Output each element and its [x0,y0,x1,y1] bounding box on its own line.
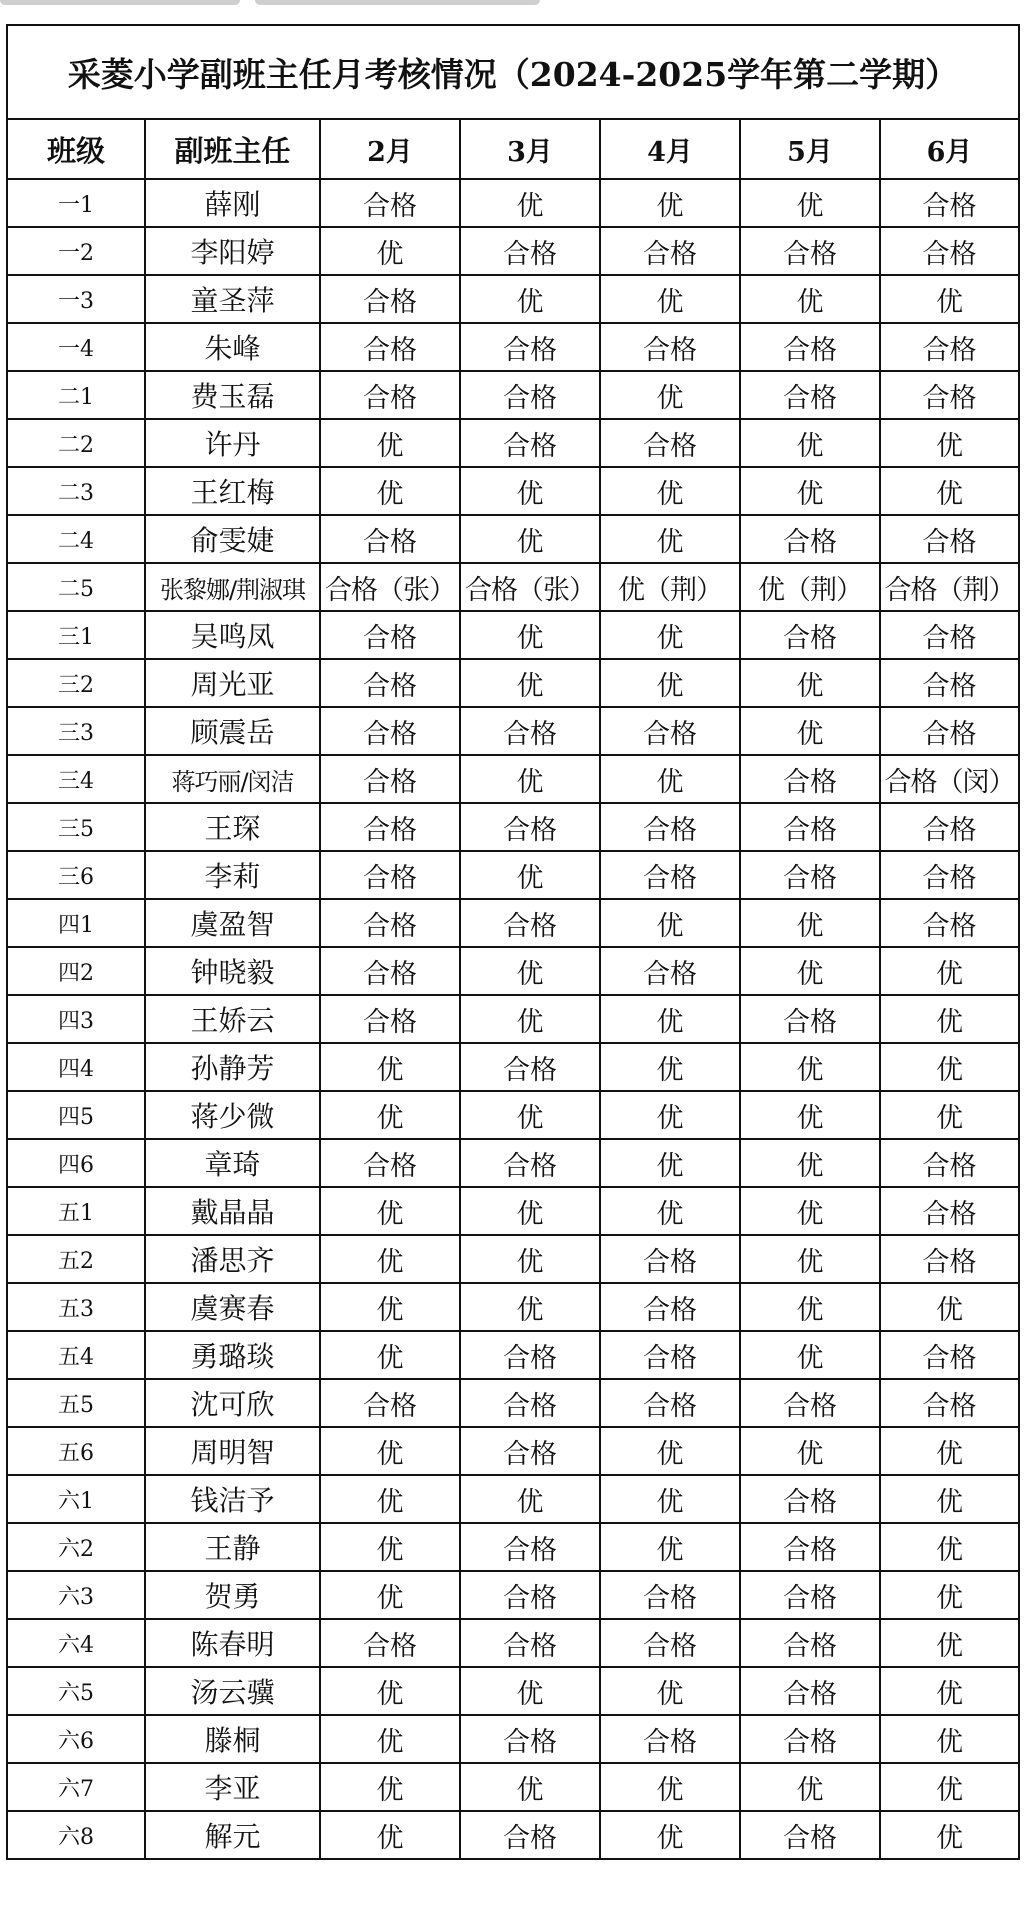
table-row [7,1811,1019,1859]
teacher-cell: 费玉磊 [145,371,320,419]
grade-cell: 合格 [880,707,1019,755]
class-cell: 四3 [7,995,145,1043]
table-row [7,419,1019,467]
grade-cell: 优 [880,1763,1019,1811]
grade-cell: 优 [460,1283,600,1331]
class-cell: 六3 [7,1571,145,1619]
grade-cell: 合格 [460,1571,600,1619]
teacher-cell: 王娇云 [145,995,320,1043]
grade-cell: 优 [320,1667,460,1715]
grade-cell: 优 [740,1763,880,1811]
grade-cell: 合格 [740,1379,880,1427]
header-may: 5月 [740,119,880,179]
grade-cell: 优 [740,1091,880,1139]
grade-cell: 优 [320,1523,460,1571]
class-cell: 二2 [7,419,145,467]
grade-cell: 优 [460,947,600,995]
grade-cell: 优 [880,947,1019,995]
table-row [7,1331,1019,1379]
teacher-cell: 钱洁予 [145,1475,320,1523]
grade-cell: 优 [740,707,880,755]
class-cell: 一3 [7,275,145,323]
table-row [7,1475,1019,1523]
grade-cell: 优 [460,755,600,803]
grade-cell: 合格 [880,851,1019,899]
top-tab-shadow [255,0,540,5]
grade-cell: 优 [460,611,600,659]
grade-cell: 优 [880,275,1019,323]
grade-cell: 合格 [460,1811,600,1859]
table-row [7,707,1019,755]
grade-cell: 合格 [880,179,1019,227]
table-row [7,803,1019,851]
grade-cell: 合格 [320,323,460,371]
grade-cell: 合格 [320,1619,460,1667]
teacher-cell: 许丹 [145,419,320,467]
grade-cell: 优 [600,1811,740,1859]
teacher-cell: 勇璐琰 [145,1331,320,1379]
grade-cell: 优 [460,179,600,227]
table-row [7,611,1019,659]
grade-cell: 合格 [320,851,460,899]
grade-cell: 合格 [740,1715,880,1763]
table-row [7,899,1019,947]
grade-cell: 合格 [600,419,740,467]
grade-cell: 合格 [320,179,460,227]
table-row [7,1235,1019,1283]
grade-cell: 合格 [320,947,460,995]
grade-cell: 优 [600,1043,740,1091]
grade-cell: 合格 [740,515,880,563]
header-class: 班级 [7,119,145,179]
teacher-cell: 蒋巧丽/闵洁 [145,755,320,803]
grade-cell: 优 [460,995,600,1043]
grade-cell: 优 [320,1091,460,1139]
grade-cell: 优 [880,1427,1019,1475]
header-row [7,119,1019,179]
top-strip [0,0,1024,6]
grade-cell: 优 [320,1811,460,1859]
grade-cell: 优 [460,1187,600,1235]
class-cell: 六6 [7,1715,145,1763]
class-cell: 六4 [7,1619,145,1667]
grade-cell: 合格 [740,323,880,371]
class-cell: 六5 [7,1667,145,1715]
table-row [7,755,1019,803]
table-row [7,1619,1019,1667]
grade-cell: 优 [600,1475,740,1523]
grade-cell: 优 [880,1283,1019,1331]
grade-cell: 合格 [600,1715,740,1763]
grade-cell: 合格 [740,851,880,899]
grade-cell: 优 [880,1811,1019,1859]
class-cell: 四4 [7,1043,145,1091]
grade-cell: 合格 [600,707,740,755]
teacher-cell: 吴鸣凤 [145,611,320,659]
grade-cell: 合格 [740,755,880,803]
table-row [7,851,1019,899]
grade-cell: 优 [600,1763,740,1811]
grade-cell: 优 [320,467,460,515]
teacher-cell: 李亚 [145,1763,320,1811]
grade-cell: 优 [320,1283,460,1331]
class-cell: 四2 [7,947,145,995]
class-cell: 四1 [7,899,145,947]
grade-cell: 合格 [880,1235,1019,1283]
teacher-cell: 章琦 [145,1139,320,1187]
teacher-cell: 王红梅 [145,467,320,515]
grade-cell: 优（荆） [740,563,880,611]
grade-cell: 合格 [320,371,460,419]
grade-cell: 合格 [320,275,460,323]
teacher-cell: 张黎娜/荆淑琪 [145,563,320,611]
table-row [7,563,1019,611]
grade-cell: 优 [600,371,740,419]
teacher-cell: 潘思齐 [145,1235,320,1283]
teacher-cell: 汤云骥 [145,1667,320,1715]
grade-cell: 优 [600,1667,740,1715]
grade-cell: 优 [600,1091,740,1139]
teacher-cell: 钟晓毅 [145,947,320,995]
table-row [7,275,1019,323]
grade-cell: 合格 [600,227,740,275]
grade-cell: 优 [600,899,740,947]
grade-cell: 优 [880,419,1019,467]
table-title: 采菱小学副班主任月考核情况（2024-2025学年第二学期） [7,25,1019,119]
grade-cell: 优 [740,1283,880,1331]
table-row [7,1043,1019,1091]
grade-cell: 优 [320,1475,460,1523]
grade-cell: 优 [600,467,740,515]
table-row [7,1379,1019,1427]
class-cell: 一2 [7,227,145,275]
grade-cell: 合格（荆） [880,563,1019,611]
class-cell: 三5 [7,803,145,851]
grade-cell: 优 [880,1043,1019,1091]
grade-cell: 合格 [880,899,1019,947]
grade-cell: 合格 [320,755,460,803]
class-cell: 三1 [7,611,145,659]
grade-cell: 优 [880,1523,1019,1571]
grade-cell: 合格 [880,611,1019,659]
teacher-cell: 李莉 [145,851,320,899]
grade-cell: 合格（张） [460,563,600,611]
grade-cell: 优 [600,1139,740,1187]
teacher-cell: 孙静芳 [145,1043,320,1091]
grade-cell: 优 [320,419,460,467]
class-cell: 四5 [7,1091,145,1139]
class-cell: 六2 [7,1523,145,1571]
teacher-cell: 虞赛春 [145,1283,320,1331]
grade-cell: 优 [320,1571,460,1619]
grade-cell: 优 [320,1763,460,1811]
grade-cell: 优 [320,1043,460,1091]
class-cell: 五3 [7,1283,145,1331]
grade-cell: 优 [600,1427,740,1475]
grade-cell: 优 [600,179,740,227]
grade-cell: 合格 [460,899,600,947]
grade-cell: 优 [320,1427,460,1475]
grade-cell: 合格 [740,803,880,851]
grade-cell: 合格 [460,803,600,851]
grade-cell: 合格 [460,1715,600,1763]
grade-cell: 合格 [600,323,740,371]
grade-cell: 合格 [460,371,600,419]
grade-cell: 合格 [460,707,600,755]
class-cell: 三2 [7,659,145,707]
grade-cell: 合格 [600,1571,740,1619]
teacher-cell: 李阳婷 [145,227,320,275]
grade-cell: 合格 [320,803,460,851]
header-apr: 4月 [600,119,740,179]
grade-cell: 优 [880,1571,1019,1619]
teacher-cell: 王静 [145,1523,320,1571]
teacher-cell: 王琛 [145,803,320,851]
teacher-cell: 周明智 [145,1427,320,1475]
teacher-cell: 陈春明 [145,1619,320,1667]
class-cell: 二4 [7,515,145,563]
class-cell: 五5 [7,1379,145,1427]
grade-cell: 优 [740,1187,880,1235]
grade-cell: 优 [600,515,740,563]
grade-cell: 优 [740,1235,880,1283]
grade-cell: 合格 [320,707,460,755]
grade-cell: 优 [600,275,740,323]
grade-cell: 合格 [460,1427,600,1475]
grade-cell: 合格 [600,947,740,995]
grade-cell: 优 [740,1043,880,1091]
table-row [7,1091,1019,1139]
grade-cell: 合格 [460,1379,600,1427]
grade-cell: 优 [460,1235,600,1283]
teacher-cell: 顾震岳 [145,707,320,755]
grade-cell: 优 [740,1427,880,1475]
class-cell: 六7 [7,1763,145,1811]
grade-cell: 优 [460,851,600,899]
grade-cell: 合格（闵） [880,755,1019,803]
grade-cell: 合格 [740,995,880,1043]
class-cell: 四6 [7,1139,145,1187]
grade-cell: 优 [460,275,600,323]
class-cell: 五1 [7,1187,145,1235]
table-row [7,1523,1019,1571]
grade-cell: 优 [740,467,880,515]
grade-cell: 优 [740,947,880,995]
grade-cell: 合格 [880,803,1019,851]
grade-cell: 合格 [880,1139,1019,1187]
grade-cell: 优 [740,1331,880,1379]
grade-cell: 优 [740,899,880,947]
class-cell: 六8 [7,1811,145,1859]
grade-cell: 合格 [740,1619,880,1667]
class-cell: 五4 [7,1331,145,1379]
grade-cell: 优 [320,227,460,275]
grade-cell: 合格 [320,659,460,707]
grade-cell: 优 [320,1331,460,1379]
class-cell: 一4 [7,323,145,371]
header-teacher: 副班主任 [145,119,320,179]
grade-cell: 优 [460,467,600,515]
grade-cell: 合格 [880,1379,1019,1427]
grade-cell: 优 [880,1667,1019,1715]
grade-cell: 合格 [740,1667,880,1715]
grade-cell: 合格（张） [320,563,460,611]
grade-cell: 合格 [880,227,1019,275]
table-row [7,659,1019,707]
teacher-cell: 解元 [145,1811,320,1859]
grade-cell: 合格 [320,899,460,947]
class-cell: 三6 [7,851,145,899]
grade-cell: 合格 [880,1331,1019,1379]
grade-cell: 优 [320,1235,460,1283]
grade-cell: 优 [740,659,880,707]
grade-cell: 优 [460,1475,600,1523]
grade-cell: 优 [880,995,1019,1043]
table-row [7,1715,1019,1763]
class-cell: 二5 [7,563,145,611]
top-tab-shadow [0,0,240,5]
teacher-cell: 戴晶晶 [145,1187,320,1235]
grade-cell: 优 [320,1715,460,1763]
table-row [7,1139,1019,1187]
grade-cell: 合格 [740,611,880,659]
class-cell: 一1 [7,179,145,227]
teacher-cell: 贺勇 [145,1571,320,1619]
grade-cell: 合格 [740,1571,880,1619]
grade-cell: 优 [460,659,600,707]
grade-cell: 优 [880,1619,1019,1667]
table-body [7,179,1019,1859]
grade-cell: 优 [880,1091,1019,1139]
grade-cell: 合格 [740,1811,880,1859]
grade-cell: 合格 [600,1619,740,1667]
grade-cell: 合格 [460,1043,600,1091]
grade-cell: 合格 [740,1475,880,1523]
teacher-cell: 周光亚 [145,659,320,707]
table-row [7,227,1019,275]
grade-cell: 合格 [320,1379,460,1427]
grade-cell: 合格 [600,851,740,899]
teacher-cell: 滕桐 [145,1715,320,1763]
grade-cell: 合格 [880,1187,1019,1235]
grade-cell: 优 [600,1187,740,1235]
grade-cell: 合格 [460,1619,600,1667]
table-row [7,179,1019,227]
grade-cell: 合格 [460,1139,600,1187]
grade-cell: 合格 [740,371,880,419]
class-cell: 六1 [7,1475,145,1523]
grade-cell: 合格 [460,1523,600,1571]
grade-cell: 优 [600,995,740,1043]
header-jun: 6月 [880,119,1019,179]
table-row [7,947,1019,995]
grade-cell: 合格 [600,1331,740,1379]
grade-cell: 优 [600,611,740,659]
grade-cell: 优 [320,1187,460,1235]
grade-cell: 优 [460,1091,600,1139]
header-feb: 2月 [320,119,460,179]
table-row [7,515,1019,563]
grade-cell: 优 [600,1523,740,1571]
grade-cell: 优 [880,1475,1019,1523]
table-row [7,1187,1019,1235]
table-row [7,1763,1019,1811]
grade-cell: 优 [880,1715,1019,1763]
teacher-cell: 俞雯婕 [145,515,320,563]
teacher-cell: 童圣萍 [145,275,320,323]
teacher-cell: 薛刚 [145,179,320,227]
table-row [7,323,1019,371]
grade-cell: 优 [600,659,740,707]
grade-cell: 优 [460,1667,600,1715]
grade-cell: 合格 [740,227,880,275]
grade-cell: 合格 [320,1139,460,1187]
grade-cell: 合格 [320,611,460,659]
table-row [7,467,1019,515]
grade-cell: 优 [740,275,880,323]
grade-cell: 合格 [880,371,1019,419]
grade-cell: 合格 [600,1379,740,1427]
grade-cell: 合格 [460,419,600,467]
teacher-cell: 虞盈智 [145,899,320,947]
grade-cell: 合格 [320,515,460,563]
grade-cell: 优 [460,515,600,563]
table-row [7,371,1019,419]
table-row [7,1571,1019,1619]
grade-cell: 合格 [600,1235,740,1283]
class-cell: 五2 [7,1235,145,1283]
teacher-cell: 蒋少微 [145,1091,320,1139]
grade-cell: 优 [740,1139,880,1187]
grade-cell: 优 [880,467,1019,515]
table-row [7,1427,1019,1475]
grade-cell: 合格 [460,227,600,275]
class-cell: 二3 [7,467,145,515]
grade-cell: 合格 [600,1283,740,1331]
table-row [7,1283,1019,1331]
grade-cell: 合格 [880,515,1019,563]
class-cell: 三4 [7,755,145,803]
grade-cell: 优 [460,1763,600,1811]
class-cell: 五6 [7,1427,145,1475]
grade-cell: 优（荆） [600,563,740,611]
grade-cell: 优 [740,179,880,227]
grade-cell: 合格 [880,659,1019,707]
class-cell: 二1 [7,371,145,419]
teacher-cell: 沈可欣 [145,1379,320,1427]
teacher-cell: 朱峰 [145,323,320,371]
grade-cell: 优 [600,755,740,803]
grade-cell: 合格 [460,323,600,371]
table-row [7,1667,1019,1715]
grade-cell: 合格 [880,323,1019,371]
table-row [7,995,1019,1043]
grade-cell: 合格 [740,1523,880,1571]
grade-cell: 合格 [460,1331,600,1379]
header-mar: 3月 [460,119,600,179]
grade-cell: 优 [740,419,880,467]
class-cell: 三3 [7,707,145,755]
grade-cell: 合格 [600,803,740,851]
grade-cell: 合格 [320,995,460,1043]
assessment-table [6,24,1020,1860]
